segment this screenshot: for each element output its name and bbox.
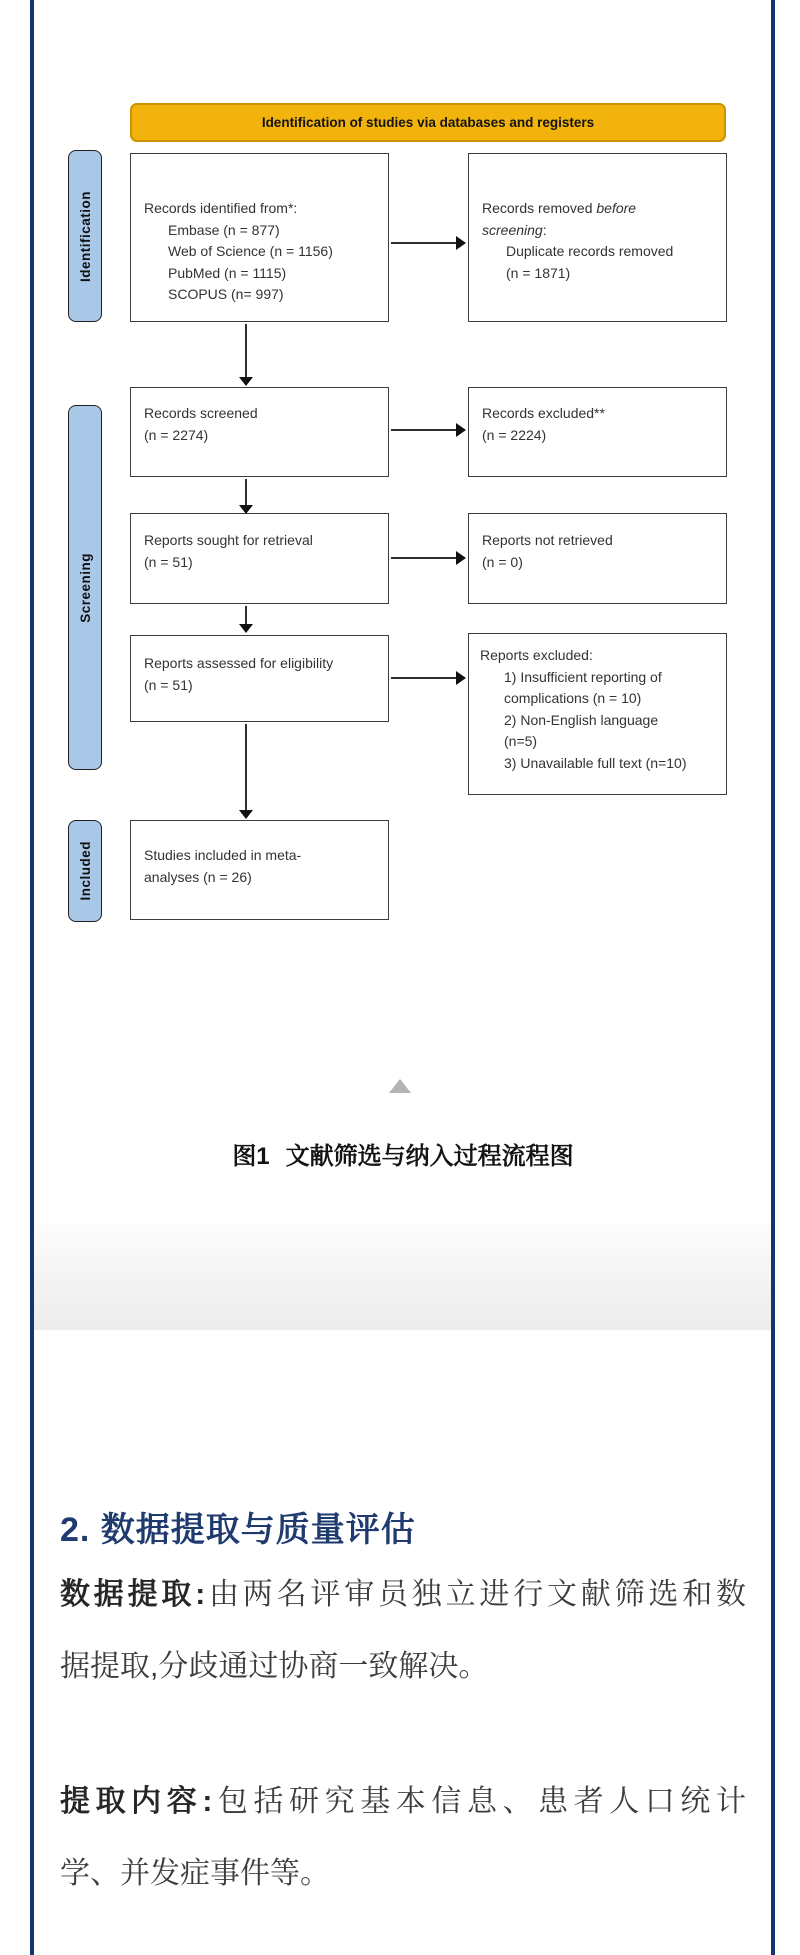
arrow-down-2 xyxy=(245,479,247,506)
section-divider-band xyxy=(34,1223,771,1330)
page-border-left xyxy=(30,0,34,1955)
box-reports-sought: Reports sought for retrieval (n = 51) xyxy=(130,513,389,604)
paragraph-extraction-content: 提取内容:包括研究基本信息、患者人口统计 学、并发症事件等。 xyxy=(60,1785,746,1890)
arrow-right-2 xyxy=(391,429,457,431)
paragraph-lead: 提取内容: xyxy=(60,1785,213,1818)
box-records-excluded: Records excluded** (n = 2224) xyxy=(468,387,727,477)
arrow-right-4 xyxy=(391,677,457,679)
diagram-title: Identification of studies via databases and registers xyxy=(261,115,595,130)
arrow-right-3 xyxy=(391,557,457,559)
page-border-right xyxy=(771,0,775,1955)
arrow-right-2-head xyxy=(456,423,466,437)
arrow-down-3 xyxy=(245,606,247,625)
arrow-down-4 xyxy=(245,724,247,811)
box-reports-assessed: Reports assessed for eligibility (n = 51) xyxy=(130,635,389,722)
figure-caption xyxy=(34,1136,772,1171)
stage-label-identification: Identification xyxy=(68,150,102,322)
box-reports-not-retrieved: Reports not retrieved (n = 0) xyxy=(468,513,727,604)
collapse-triangle-icon[interactable] xyxy=(389,1079,411,1093)
arrow-right-1 xyxy=(391,242,457,244)
diagram-title-banner xyxy=(130,103,726,142)
figure-caption-text: 文献筛选与纳入过程流程图 xyxy=(285,1143,574,1170)
box-records-screened: Records screened (n = 2274) xyxy=(130,387,389,477)
figure-caption-number: 图1 xyxy=(232,1143,270,1170)
box-studies-included: Studies included in meta- analyses (n = 26) xyxy=(130,820,389,920)
stage-label-included: Included xyxy=(68,820,102,922)
box-records-removed: Records removed before screening: Duplicate records removed (n = 1871) xyxy=(468,153,727,322)
box-records-identified: Records identified from*: Embase (n = 877) Web of Science (n = 1156) PubMed (n = 1115) SCOPUS (n= 997) xyxy=(130,153,389,322)
paragraph-data-extraction: 数据提取:由两名评审员独立进行文献筛选和数 据提取,分歧通过协商一致解决。 xyxy=(60,1578,747,1683)
box-reports-excluded: Reports excluded: 1) Insufficient reporting of complications (n = 10) 2) Non-English language (n=5) 3) Unavailable full text (n=10) xyxy=(468,633,727,795)
paragraph-lead: 数据提取: xyxy=(60,1578,206,1611)
arrow-down-1-head xyxy=(239,377,253,386)
arrow-down-1 xyxy=(245,324,247,378)
stage-label-screening: Screening xyxy=(68,405,102,770)
arrow-right-3-head xyxy=(456,551,466,565)
arrow-right-1-head xyxy=(456,236,466,250)
arrow-down-3-head xyxy=(239,624,253,633)
section-heading: 2. 数据提取与质量评估 xyxy=(60,1511,416,1549)
arrow-down-2-head xyxy=(239,505,253,514)
arrow-down-4-head xyxy=(239,810,253,819)
arrow-right-4-head xyxy=(456,671,466,685)
